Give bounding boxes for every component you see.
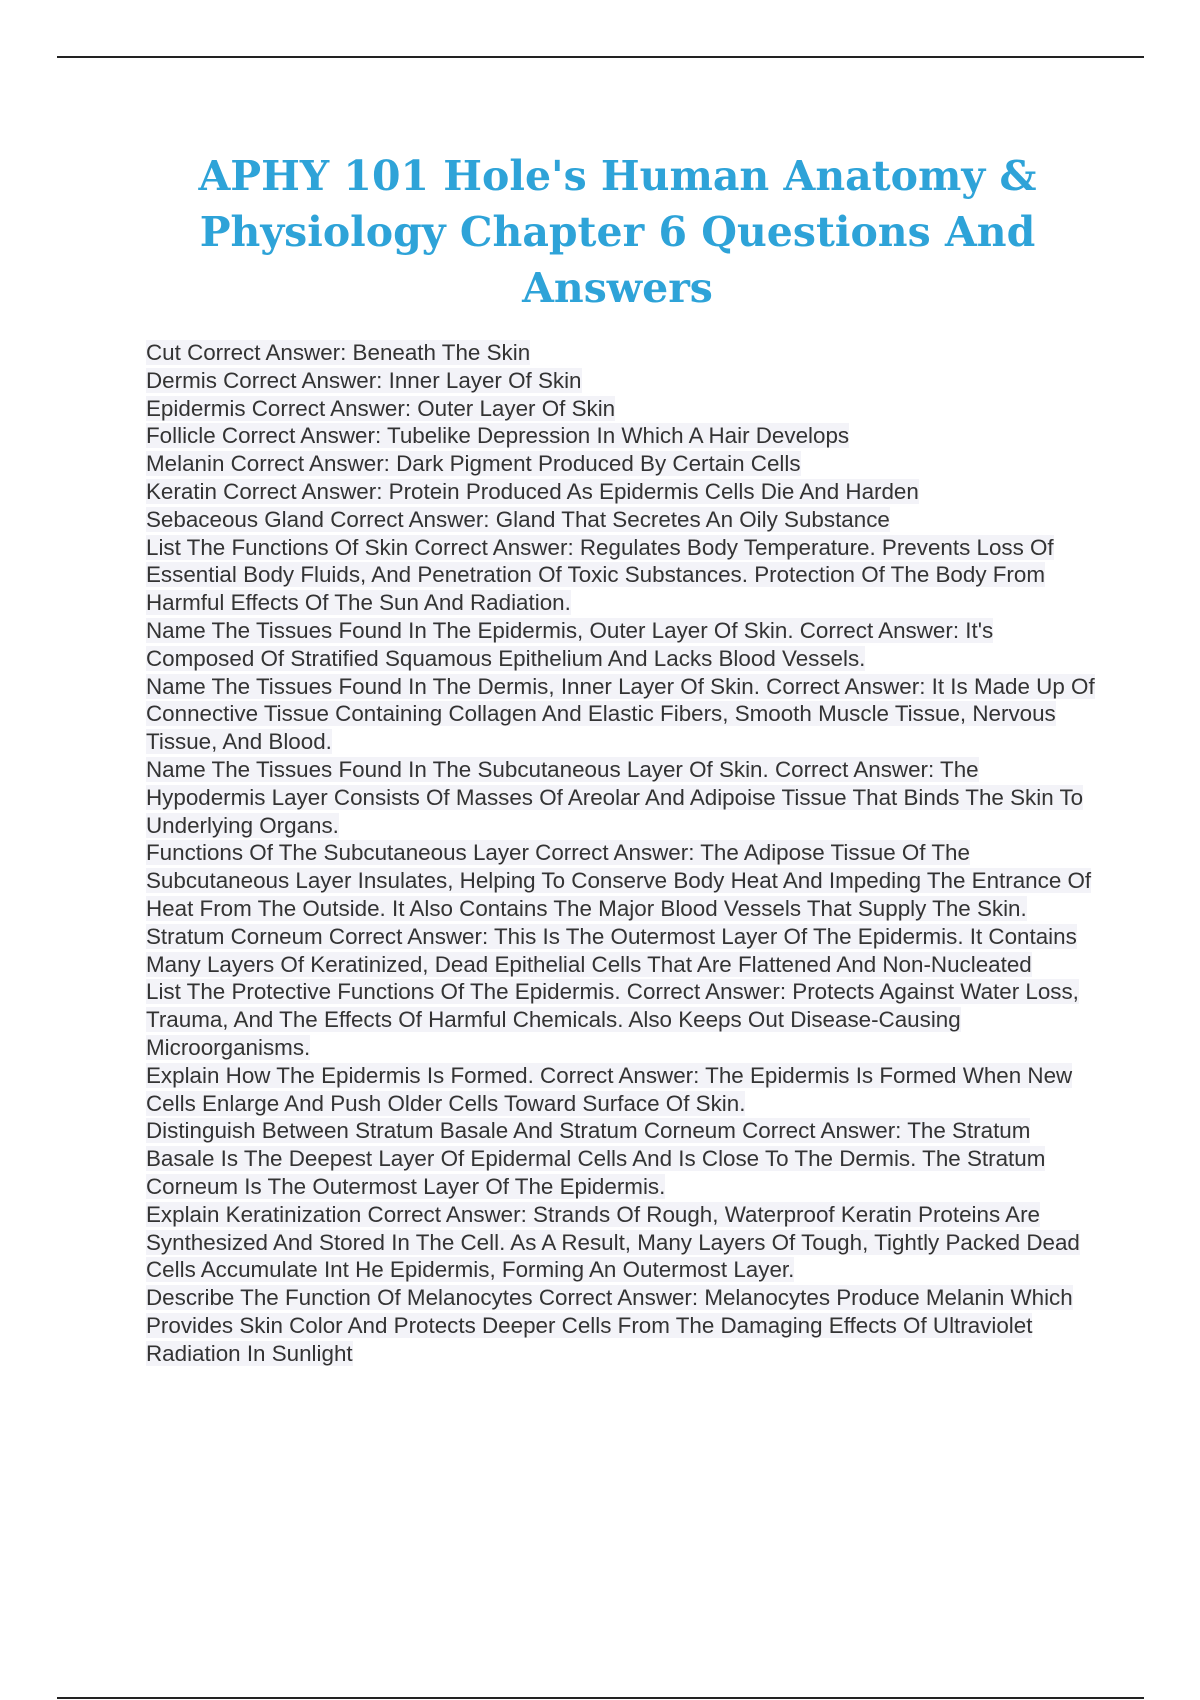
document-title: APHY 101 Hole's Human Anatomy & Physiology Chapter 6 Questions And Answers (198, 152, 1037, 312)
qa-entry-text: Explain How The Epidermis Is Formed. Correct Answer: The Epidermis Is Formed When New Cells Enlarge And Push Older Cells Toward Surface Of Skin. (146, 1062, 1073, 1116)
qa-entry-text: Functions Of The Subcutaneous Layer Correct Answer: The Adipose Tissue Of The Subcutaneous Layer Insulates, Helping To Conserve Body Heat And Impeding The Entrance Of Heat From The Outside. It Also Contains The Major Blood Vessels That Supply The Skin. (146, 840, 1092, 921)
qa-entry (146, 617, 1096, 673)
qa-entry-text: Name The Tissues Found In The Epidermis, Outer Layer Of Skin. Correct Answer: It's Composed Of Stratified Squamous Epithelium And Lacks Blood Vessels. (146, 617, 994, 671)
qa-entry-text: List The Protective Functions Of The Epidermis. Correct Answer: Protects Against Water Loss, Trauma, And The Effects Of Harmful Chemicals. Also Keeps Out Disease-Causing Microorganisms. (146, 979, 1079, 1060)
qa-entry-text: Name The Tissues Found In The Subcutaneous Layer Of Skin. Correct Answer: The Hypodermis Layer Consists Of Masses Of Areolar And Adipoise Tissue That Binds The Skin To Underlying Organs. (146, 756, 1084, 838)
qa-entry-text: Melanin Correct Answer: Dark Pigment Produced By Certain Cells (146, 451, 801, 477)
qa-entry (146, 839, 1096, 922)
qa-entry (146, 339, 1096, 367)
qa-entry (146, 978, 1096, 1061)
qa-entry-text: Name The Tissues Found In The Dermis, Inner Layer Of Skin. Correct Answer: It Is Made Up Of Connective Tissue Containing Collagen And Elastic Fibers, Smooth Muscle Tissue, Nervous Tissue, And Blood. (146, 673, 1095, 755)
bottom-rule (57, 1697, 1144, 1699)
qa-entry (146, 1201, 1096, 1284)
qa-entry-text: List The Functions Of Skin Correct Answer: Regulates Body Temperature. Prevents Loss Of Essential Body Fluids, And Penetration Of Toxic Substances. Protection Of The Body From Harmful Effects Of The Sun And Radiation. (146, 534, 1054, 616)
qa-entry (146, 395, 1096, 423)
qa-entry-text: Stratum Corneum Correct Answer: This Is The Outermost Layer Of The Epidermis. It Contains Many Layers Of Keratinized, Dead Epithelial Cells That Are Flattened And Non-Nucleated (146, 923, 1077, 977)
qa-entry-text: Cut Correct Answer: Beneath The Skin (146, 340, 531, 365)
qa-entry-text: Keratin Correct Answer: Protein Produced As Epidermis Cells Die And Harden (146, 478, 919, 504)
qa-entry (146, 756, 1096, 839)
qa-entry (146, 506, 1096, 534)
qa-entry-text: Epidermis Correct Answer: Outer Layer Of Skin (146, 395, 616, 421)
top-rule (57, 56, 1144, 58)
qa-entry-text: Describe The Function Of Melanocytes Correct Answer: Melanocytes Produce Melanin Which Provides Skin Color And Protects Deeper Cells From The Damaging Effects Of Ultraviolet Radiation In Sunlight (146, 1285, 1073, 1366)
qa-entry-text: Distinguish Between Stratum Basale And Stratum Corneum Correct Answer: The Stratum Basale Is The Deepest Layer Of Epidermal Cells And Is Close To The Dermis. The Stratum Corneum Is The Outermost Layer Of The Epidermis. (146, 1118, 1046, 1199)
qa-entry (146, 1117, 1096, 1200)
qa-entry (146, 367, 1096, 395)
qa-entry (146, 450, 1096, 478)
qa-entry (146, 923, 1096, 979)
qa-entry (146, 1062, 1096, 1118)
qa-list (146, 339, 1096, 1367)
qa-entry-text: Follicle Correct Answer: Tubelike Depression In Which A Hair Develops (146, 423, 850, 449)
qa-entry-text: Sebaceous Gland Correct Answer: Gland That Secretes An Oily Substance (146, 506, 890, 532)
qa-entry (146, 1284, 1096, 1367)
qa-entry (146, 478, 1096, 506)
qa-entry (146, 422, 1096, 450)
qa-entry (146, 534, 1096, 617)
qa-entry-text: Explain Keratinization Correct Answer: Strands Of Rough, Waterproof Keratin Proteins Are Synthesized And Stored In The Cell. As A Result, Many Layers Of Tough, Tightly Packed Dead Cells Accumulate Int He Epidermis, Forming An Outermost Layer. (146, 1201, 1080, 1283)
qa-entry (146, 673, 1096, 756)
qa-entry-text: Dermis Correct Answer: Inner Layer Of Skin (146, 367, 582, 393)
